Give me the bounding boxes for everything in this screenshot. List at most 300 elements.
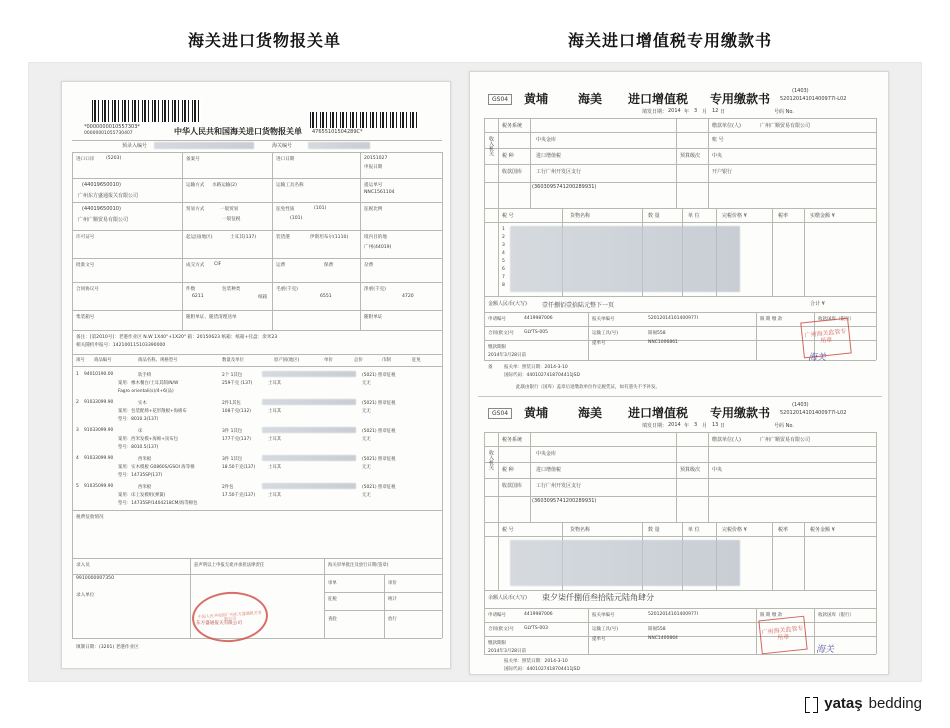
col-div	[814, 608, 815, 654]
value-tax-type: 进口增值税	[536, 467, 562, 473]
value-bank-account: (3603095741200289931)	[532, 498, 597, 504]
value-transport-mode: 水路运输(2)	[212, 183, 237, 188]
item-no: 2	[76, 400, 79, 405]
col-div	[756, 608, 757, 654]
rule	[484, 208, 876, 209]
bill-footer-note: 此联由银行（国库）盖章后退缴款单位作完税凭证，如有遗失不予补发。	[516, 385, 660, 390]
label-misc: 杂费	[364, 263, 374, 268]
form-top	[72, 152, 442, 153]
label-bill-no: 提单号	[592, 341, 606, 346]
label-bank-receive: 收款国库（银行）	[818, 613, 854, 618]
value-exempt: (101)	[314, 206, 327, 211]
label-exempt: 征免性质	[276, 207, 295, 212]
col-div	[588, 312, 589, 360]
item-exempt: (5021) 照章征税	[362, 485, 396, 490]
blurred-value	[154, 142, 254, 149]
item-name-2: 案用：西米发模+海绵+顶布包	[118, 437, 179, 442]
label-payer: 收入机关	[488, 136, 494, 156]
label-contract: 合同(批文)号	[488, 331, 515, 336]
item-origin: 土耳其	[268, 437, 282, 442]
goods-header-cell: 数 量	[648, 213, 660, 219]
label-transport-mode: 运输方式	[186, 183, 205, 188]
item-name-3: Fagro orientali(s)/4+6(品)	[118, 389, 174, 394]
value-remark-2: 国际代码：4401027418704411JSD	[504, 373, 580, 378]
item-code: 91035099.90	[84, 484, 114, 489]
item-origin: 土耳其	[268, 465, 282, 470]
label-total: 余额人民币(大写)	[488, 595, 527, 601]
stamp-text: 广州海关监管专用章	[761, 625, 804, 642]
value-domestic-dest: 广州(44019)	[364, 245, 392, 250]
rule	[484, 446, 876, 447]
date-day: 12	[712, 108, 719, 114]
item-qty: 3件 1其包	[222, 457, 243, 462]
item-exempt: (5021) 照章征税	[362, 429, 396, 434]
label-customs-note: 海关审单批注及放行日期(签章)	[328, 563, 389, 568]
label-limit-pay: 限 期 缴 款	[760, 613, 783, 618]
barcode-left	[92, 100, 202, 122]
value-origin-country: 土耳其(137)	[230, 235, 257, 240]
item-exempt-2: 无无	[362, 493, 371, 498]
goods-header-cell: 税率	[778, 213, 789, 219]
item-qty: 2件1其包	[222, 401, 241, 406]
number-label: 号码 No.	[774, 423, 794, 429]
barcode-number-right: 47655101504289C*	[312, 129, 363, 135]
frame-left	[484, 432, 485, 654]
col-div	[772, 522, 773, 590]
blurred-amount	[262, 483, 356, 489]
remark-line-1: 备注：[第2010号]：老港作业区 N.W 1X40"+1X20" 箱：20150623 纸箱：纸箱+托盘：余米23	[76, 335, 278, 340]
serial-no: 52012014101400977l-L02	[780, 410, 847, 416]
item-name: 实木	[138, 401, 147, 406]
label-pieces: 件数	[186, 287, 196, 292]
customs-name: 黄埔	[524, 92, 549, 106]
footer-note: 填制日期：(3201) 老港作业区	[76, 645, 139, 650]
items-header-cell: 币制	[382, 358, 391, 363]
label-origin-country: 起运国(地区)	[186, 235, 213, 240]
barcode-number-left: *0000000010557303*	[84, 124, 140, 130]
item-qty: 3件 1其包	[222, 429, 243, 434]
date-month-label: 月	[702, 109, 708, 115]
goods-row-no: 7	[502, 275, 505, 280]
item-no: 5	[76, 484, 79, 489]
blurred-amount	[262, 455, 356, 461]
bill-title-sub: 专用缴款书	[710, 406, 771, 420]
bill-title-main: 进口增值税	[628, 92, 689, 106]
label-total: 金额人民币(大写)	[488, 301, 527, 307]
value-bank: 工行广州开发区支行	[536, 483, 582, 489]
goods-header-cell: 单 位	[688, 213, 700, 219]
goods-header-cell: 税 号	[502, 527, 514, 533]
goods-header-cell: 税务金额 ¥	[810, 527, 835, 533]
blurred-amount	[262, 427, 356, 433]
rule	[72, 282, 442, 283]
value-unit-name: 广州广顺贸易有限公司	[760, 437, 811, 443]
goods-row-no: 6	[502, 267, 505, 272]
goods-header-cell: 税 号	[502, 213, 514, 219]
item-no: 4	[76, 456, 79, 461]
label-inspect: 审单	[328, 581, 337, 586]
rule	[484, 590, 876, 591]
heading-customs-declaration: 海关进口货物报关单	[188, 33, 342, 50]
label-transport: 运输工具(号)	[592, 331, 619, 336]
date-day-label: 日	[720, 423, 726, 429]
item-exempt-2: 无无	[362, 465, 371, 470]
label-pay-deadline: 缴款期限	[488, 345, 506, 350]
value-loading-port: 伊斯坦布尔(1110)	[310, 235, 349, 240]
col-div	[804, 208, 805, 296]
col-div	[324, 558, 325, 638]
value-budget-level: 中央	[712, 467, 723, 473]
label-apply-no: 申请编号	[488, 613, 506, 618]
goods-row-no: 3	[502, 243, 505, 248]
value-exempt-2: 一般征税	[222, 217, 241, 222]
label-filing-date: 备案号	[186, 157, 200, 162]
rule	[72, 258, 442, 259]
value-unit-name: 广州广顺贸易有限公司	[760, 123, 811, 129]
label-budget-level: 预算级次	[680, 467, 701, 473]
value-total-words: 束夕柒仟捌佰叁拾陆元陆角肆分	[542, 593, 654, 602]
label-package: 包装种类	[222, 287, 241, 292]
value-declarant: 广州东方盛通报关有限公司	[78, 193, 139, 199]
value-pre-entry-no: (5203)	[106, 156, 122, 161]
customs-red-stamp	[190, 589, 269, 644]
items-header-cell: 单价	[324, 358, 333, 363]
item-name-3: 型号：8010.5(137)	[118, 445, 159, 450]
declaration-title: 中华人民共和国海关进口货物报关单	[174, 127, 302, 136]
value-net-weight: 4720	[402, 294, 414, 299]
goods-header-cell: 实缴金额 ¥	[810, 213, 835, 219]
value-declare-unit: 东方盛通报关有限公司	[196, 621, 242, 626]
col-div	[756, 312, 757, 360]
frame-left	[484, 118, 485, 360]
label-tax-note: 税费征收情况	[76, 515, 104, 520]
item-code: 91033099.90	[84, 428, 114, 433]
frame-right	[876, 118, 877, 360]
col-div	[190, 558, 191, 638]
label-account: 账 号	[712, 137, 724, 143]
customs-name: 黄埔	[524, 406, 549, 420]
items-header-cell: 原产国(地区)	[274, 358, 300, 363]
item-name-2: 案用：床上发模组(弹簧)	[118, 493, 166, 498]
value-pay-deadline: 2014年3月28日前	[488, 353, 527, 358]
items-header-cell: 数量及单位	[222, 358, 244, 363]
label-bank-receive: 收款国库（银行）	[818, 317, 854, 322]
item-no: 1	[76, 372, 79, 377]
date-day: 13	[712, 422, 719, 428]
goods-header-cell: 数 量	[648, 527, 660, 533]
value-settle: CIF	[214, 262, 222, 267]
label-budget-level: 预算级次	[680, 153, 701, 159]
label-declare-date: 申报日期	[364, 165, 383, 170]
rule	[72, 140, 442, 141]
rule	[72, 178, 442, 179]
signature-2: 海关	[816, 645, 835, 655]
value-remark-1: 报关单：照装日期：2014-3-10	[504, 365, 568, 370]
date-label: 填发日期：	[642, 423, 668, 429]
rule	[484, 536, 876, 537]
item-code: 94010190.00	[84, 372, 114, 377]
item-name-2: 案用：包装配椅+花形散板+海绵布	[118, 409, 187, 414]
col-div	[772, 208, 773, 296]
barcode-right	[310, 112, 420, 128]
vat-bill-2	[470, 402, 889, 675]
label-entry-person: 录入员	[76, 563, 90, 568]
label-decl-no: 报关单编号	[592, 317, 615, 322]
item-name: 床	[138, 429, 143, 434]
label-unit: 缴款单位(人)	[712, 123, 741, 129]
serial-no: 52012014101400977l-L02	[780, 96, 847, 102]
col-div	[360, 152, 361, 330]
rule	[484, 164, 876, 165]
date-label: 填发日期：	[642, 109, 668, 115]
value-apply-no: 4419987006	[524, 612, 553, 617]
col-div	[384, 574, 385, 638]
frame-top	[484, 432, 876, 433]
label-payer-system: 税务系统	[502, 437, 523, 443]
rule	[72, 310, 442, 311]
label-price: 审价	[388, 581, 397, 586]
label-bill-no: 提单号	[592, 637, 606, 642]
frame-top	[484, 118, 876, 119]
items-header-top	[72, 354, 442, 355]
rule	[72, 330, 442, 331]
label-attached-doc: 随附单证	[364, 315, 383, 320]
rule	[484, 222, 876, 223]
vat-bill-document[interactable]	[469, 71, 889, 675]
label-tax: 征税	[328, 597, 337, 602]
barcode-number-left-2: 00000001055730407	[84, 131, 133, 136]
goods-row-no: 1	[502, 227, 505, 232]
rule	[484, 496, 876, 497]
blurred-amount	[262, 399, 356, 405]
item-unit: 259千克 (137)	[222, 381, 253, 386]
label-contract: 合同(批文)号	[488, 627, 515, 632]
label-contract-no: 合同协议号	[76, 287, 99, 292]
document-stage	[28, 62, 922, 682]
label-address: 开户银行	[712, 169, 733, 175]
value-bank-account: (3603095741200289931)	[532, 184, 597, 190]
value-transport: 阳锡558	[648, 331, 666, 336]
value-payer-name: 中央金库	[536, 137, 557, 143]
label-insurance: 保费	[324, 263, 334, 268]
item-exempt-2: 无无	[362, 381, 371, 386]
stamp-text: 广州海关监管专用章	[804, 328, 847, 345]
label-bank: 收款国库	[502, 169, 523, 175]
rule	[484, 462, 876, 463]
item-name-2: 案用：实木模板 G0860S/GSOI 海等棉	[118, 465, 195, 470]
items-header-cell: 项号	[76, 358, 85, 363]
rule	[484, 148, 876, 149]
value-decl-no: 52012014101400977l	[648, 612, 698, 617]
brand-name-light: bedding	[868, 695, 922, 712]
goods-header-cell: 税率	[778, 527, 789, 533]
blurred-amount	[262, 371, 356, 377]
value-bill-no: NNC1400864	[648, 636, 678, 641]
col-div	[498, 522, 499, 590]
item-origin: 土耳其	[268, 409, 282, 414]
item-name: 软手椅	[138, 373, 152, 378]
label-license-no: 许可证号	[76, 235, 95, 240]
goods-header-cell: 单 位	[688, 527, 700, 533]
value-contract: GLYTS-005	[524, 330, 548, 335]
rule	[484, 478, 876, 479]
col-div	[588, 608, 589, 654]
date-month-label: 月	[702, 423, 708, 429]
date-year-label: 年	[684, 423, 690, 429]
rule	[72, 202, 442, 203]
item-unit: 18.50千克(137)	[222, 465, 256, 470]
value-apply-no: 4419987006	[524, 316, 553, 321]
value-gross-weight: 6551	[320, 294, 332, 299]
label-remark: 备	[488, 365, 493, 370]
value-receiver-name: 广州广顺贸易有限公司	[78, 217, 129, 223]
brand-logo	[805, 695, 922, 712]
rule	[324, 592, 442, 593]
item-unit: 17.50千克(137)	[222, 493, 256, 498]
label-tax-type: 税 种	[502, 153, 514, 159]
item-exempt: (5021) 照章征税	[362, 401, 396, 406]
value-transport: 阳锡558	[648, 627, 666, 632]
office-name: 海美	[578, 92, 603, 106]
form-bottom	[72, 638, 442, 639]
label-settle: 成交方式	[186, 263, 205, 268]
rule	[484, 182, 876, 183]
stamp-text: 中国人民共和国广州东方盛通报关有限公司	[197, 609, 262, 622]
items-header-cell: 商品名称、规格型号	[138, 358, 178, 363]
value-bill-no: NNC1561104	[364, 190, 395, 195]
label-apply-no: 申请编号	[488, 317, 506, 322]
value-pay-deadline: 2014年3月28日前	[488, 649, 527, 654]
item-name-3: 型号：14735SP(137)	[118, 473, 163, 478]
value-levy-2: (101)	[290, 216, 303, 221]
bill-title-main: 进口增值税	[628, 406, 689, 420]
label-container-no: 集装箱号	[76, 315, 95, 320]
rule	[72, 574, 442, 575]
customs-seal-2	[758, 616, 807, 655]
brand-bracket-icon	[805, 697, 818, 711]
col-div	[182, 152, 183, 330]
label-declare-statement: 兹声明以上申报无讹并承担法律责任	[194, 563, 265, 568]
item-unit: 177千克(137)	[222, 437, 251, 442]
goods-row-no: 8	[502, 283, 505, 288]
label-freight: 运费	[276, 263, 286, 268]
date-year: 2014	[668, 422, 681, 428]
label-limit-pay: 限 期 缴 款	[760, 317, 783, 322]
value-bill-no: NNC1006861	[648, 340, 678, 345]
number-label: 号码 No.	[774, 109, 794, 115]
item-code: 91033099.90	[84, 400, 114, 405]
value-payer-name: 中央金库	[536, 451, 557, 457]
item-exempt: (5021) 照章征税	[362, 373, 396, 378]
label-net-weight: 净重(千克)	[364, 287, 386, 292]
vat-bill-1	[470, 72, 889, 390]
form-code: GS04	[488, 94, 512, 105]
item-code: 91033099.90	[84, 456, 114, 461]
value-import-date: 20151027	[364, 156, 388, 161]
label-pre-entry-no: 预录入编号	[122, 143, 148, 149]
label-domestic-dest: 境内目的地	[364, 235, 387, 240]
item-exempt: (5021) 照章征税	[362, 457, 396, 462]
bill-title-sub: 专用缴款书	[710, 92, 771, 106]
item-exempt-2: 无无	[362, 409, 371, 414]
items-header-cell: 征免	[412, 358, 421, 363]
goods-header-cell: 货物名称	[570, 213, 591, 219]
item-no: 3	[76, 428, 79, 433]
label-pay-deadline: 缴款期限	[488, 641, 506, 646]
heading-vat-bill: 海关进口增值税专用缴款书	[568, 33, 773, 50]
office-name: 海美	[578, 406, 603, 420]
label-statistics: 统计	[388, 597, 397, 602]
rule	[72, 558, 442, 559]
value-contract: GLYTS-003	[524, 626, 548, 631]
form-no: (1403)	[792, 88, 809, 94]
date-year-label: 年	[684, 109, 690, 115]
goods-header-cell: 完税价格 ¥	[722, 213, 747, 219]
value-pieces: 6211	[192, 294, 204, 299]
value-package: 纸箱	[258, 295, 268, 300]
brand-name-bold: yataş	[824, 695, 863, 712]
item-name: 西米板	[138, 457, 152, 462]
label-import-date: 进口日期	[276, 157, 295, 162]
label-transport-name: 运输工具名称	[276, 183, 304, 188]
rule	[484, 312, 876, 313]
label-total-value: 合计 ¥	[810, 301, 825, 307]
label-tax-type: 税 种	[502, 467, 514, 473]
label-bill-no: 提运单号	[364, 183, 383, 188]
frame-right	[876, 432, 877, 654]
items-header-cell: 商品编号	[94, 358, 112, 363]
value-entry-person: 9910000007350	[76, 576, 114, 581]
value-trade-mode: 一般贸易	[220, 207, 239, 212]
label-transport: 运输工具(号)	[592, 627, 619, 632]
label-remark: 报关单：照装日期：2014-3-10	[504, 659, 568, 664]
item-name-3: 型号：8010.3(137)	[118, 417, 159, 422]
col-div	[272, 152, 273, 330]
label-release: 放行	[388, 617, 397, 622]
goods-row-no: 5	[502, 259, 505, 264]
remark-line-2: 相关随机申报号：142100115103390000	[76, 343, 166, 348]
goods-header-cell: 货物名称	[570, 527, 591, 533]
label-approval-no: 批准文号	[76, 263, 95, 268]
label-bank: 收款国库	[502, 483, 523, 489]
rule	[72, 510, 442, 511]
goods-header-cell: 完税价格 ¥	[722, 527, 747, 533]
items-header-bottom	[72, 366, 442, 367]
label-inspection: 查验	[328, 617, 337, 622]
item-origin: 土耳其	[268, 381, 282, 386]
blurred-goods-rows	[510, 226, 740, 292]
form-right	[442, 152, 443, 638]
headings-bar	[0, 0, 950, 62]
label-gross-weight: 毛重(千克)	[276, 287, 298, 292]
date-month: 3	[694, 108, 698, 114]
blurred-goods-rows	[510, 540, 740, 586]
rule	[324, 610, 442, 611]
rule	[484, 132, 876, 133]
customs-declaration-document[interactable]	[61, 81, 451, 669]
value-remark-2: 国际代码：4401027418704411JSD	[504, 667, 580, 672]
bills-divider	[478, 396, 882, 397]
value-total-words: 壹仟捌佰壹拾陆元整下一页	[542, 302, 615, 309]
date-day-label: 日	[720, 109, 726, 115]
rule	[484, 522, 876, 523]
goods-row-no: 4	[502, 251, 505, 256]
item-qty: 2件包	[222, 485, 234, 490]
label-decl-no: 报关单编号	[592, 613, 615, 618]
label-unit: 缴款单位(人)	[712, 437, 741, 443]
rule	[484, 636, 876, 637]
item-qty: 2个 1其包	[222, 373, 243, 378]
